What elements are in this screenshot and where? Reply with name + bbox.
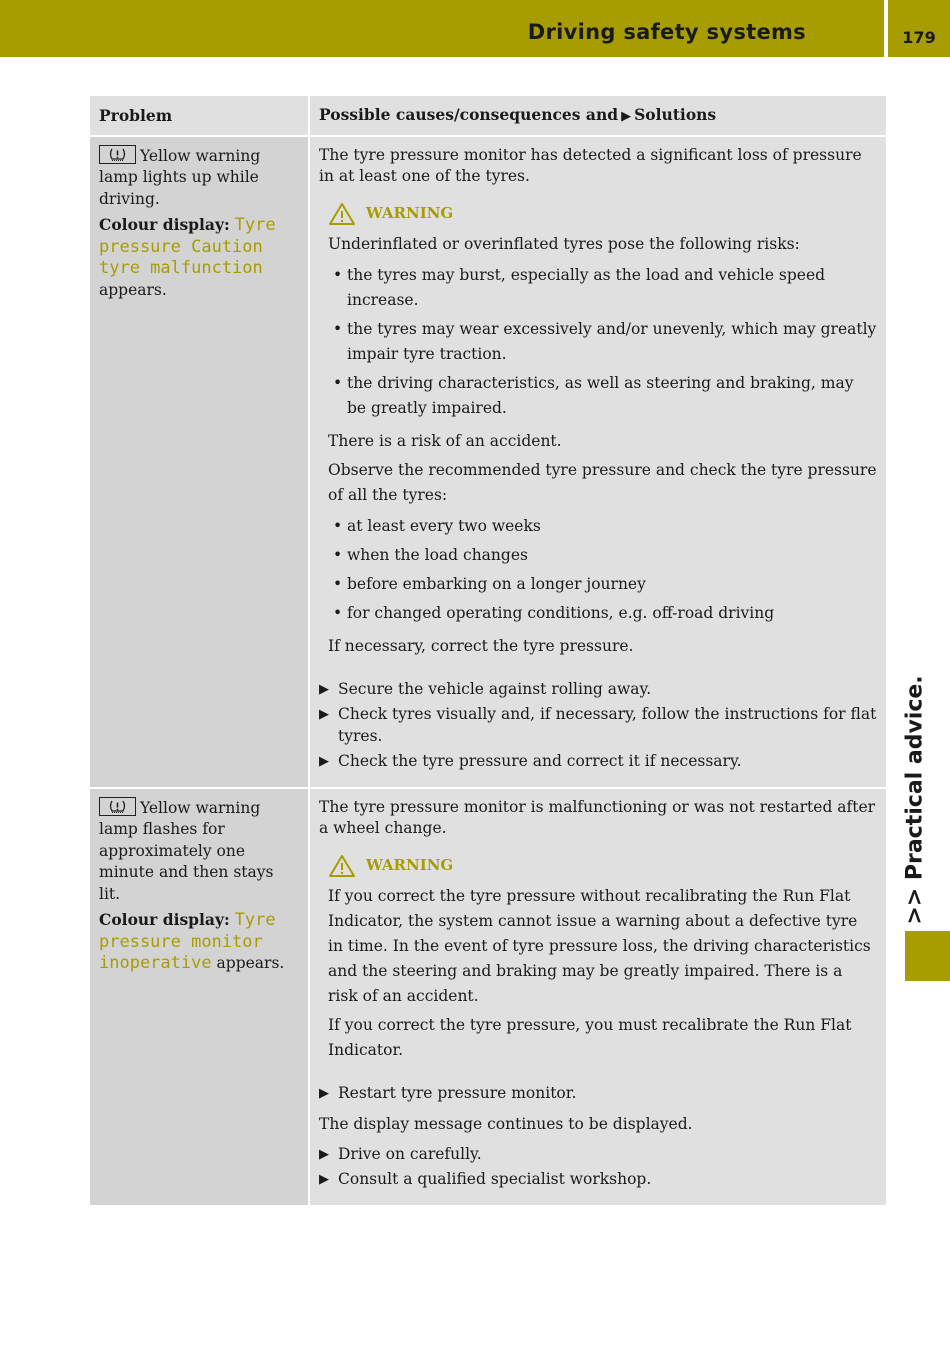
page-number: 179 [902, 28, 936, 47]
warning-heading [328, 202, 877, 226]
warning-text: If you correct the tyre pressure, you must recalibrate the Run Flat Indicator. [328, 1015, 852, 1059]
list-item: • for changed operating conditions, e.g. off-road driving [328, 601, 877, 626]
list-item: ▶ Restart tyre pressure monitor. [319, 1083, 877, 1105]
list-item: • at least every two weeks [328, 514, 877, 539]
table-row [90, 136, 886, 788]
list-item: ▶ Secure the vehicle against rolling away. [319, 679, 877, 701]
cause-text: The tyre pressure monitor is malfunctioning or was not restarted after a wheel change. [319, 797, 876, 837]
warning-intro: Underinflated or overinflated tyres pose the following risks: [328, 234, 800, 253]
col-header-problem: Problem [90, 96, 309, 136]
side-tab [900, 675, 930, 925]
side-tab-label: >> Practical advice. [902, 675, 928, 925]
warning-triangle-icon [328, 854, 356, 878]
warning-label: WARNING [366, 855, 454, 874]
list-item: ▶ Consult a qualified specialist workshop. [319, 1169, 877, 1191]
problem-cell [90, 788, 309, 1206]
header-bar [0, 0, 884, 57]
problem-description: Yellow warning lamp flashes for approximately one minute and then stays lit. [99, 798, 274, 903]
side-tab-marker [905, 931, 950, 981]
risk-list [328, 263, 877, 421]
colour-display-label: Colour display: [99, 910, 230, 929]
col-header-causes: Possible causes/consequences and [319, 105, 619, 124]
warning-heading [328, 854, 877, 878]
col-header-solutions-label: Solutions [634, 105, 717, 124]
observe-text: Observe the recommended tyre pressure and check the tyre pressure of all the tyres: [328, 460, 877, 504]
list-item: ▶ Drive on carefully. [319, 1144, 877, 1166]
problem-solution-table [90, 96, 886, 1207]
table-header-row [90, 96, 886, 136]
warning-box [319, 854, 877, 1063]
list-item: • when the load changes [328, 543, 877, 568]
step-list [319, 1083, 877, 1105]
list-item: • before embarking on a longer journey [328, 572, 877, 597]
display-message: Tyre pressure monitor inoperative [99, 910, 276, 973]
list-item: • the tyres may burst, especially as the load and vehicle speed increase. [328, 263, 877, 313]
warning-text: If you correct the tyre pressure without recalibrating the Run Flat Indicator, the system cannot issue a warning about a defective tyre in time. In the event of tyre pressure loss, the driving characteristics and the steering and braking may be greatly impaired. There is a risk of an accident. [328, 886, 871, 1005]
page-number-box [888, 0, 950, 57]
correct-text: If necessary, correct the tyre pressure. [328, 636, 634, 655]
warning-box [319, 202, 877, 659]
table-row [90, 788, 886, 1206]
list-item: • the tyres may wear excessively and/or unevenly, which may greatly impair tyre traction. [328, 317, 877, 367]
solution-cell [309, 136, 886, 788]
list-item: ▶ Check the tyre pressure and correct it if necessary. [319, 751, 877, 773]
arrow-right-icon: ▶ [621, 109, 632, 124]
display-message: Tyre pressure Caution tyre malfunction [99, 215, 276, 278]
warning-label: WARNING [366, 203, 454, 222]
check-list [328, 514, 877, 626]
tyre-pressure-warning-icon [99, 145, 136, 164]
solution-cell [309, 788, 886, 1206]
continues-text: The display message continues to be displayed. [319, 1115, 693, 1133]
problem-cell [90, 136, 309, 788]
section-title: Driving safety systems [527, 20, 806, 44]
warning-triangle-icon [328, 202, 356, 226]
step-list [319, 1144, 877, 1191]
accident-risk: There is a risk of an accident. [328, 431, 562, 450]
col-header-solutions [309, 96, 886, 136]
appears-text: appears. [216, 954, 285, 972]
list-item: • the driving characteristics, as well as steering and braking, may be greatly impaired. [328, 371, 877, 421]
step-list [319, 679, 877, 773]
problem-description: Yellow warning lamp lights up while driving. [99, 146, 261, 208]
colour-display-label: Colour display: [99, 215, 230, 234]
appears-text: appears. [99, 280, 167, 299]
cause-text: The tyre pressure monitor has detected a significant loss of pressure in at least one of the tyres. [319, 145, 862, 185]
tyre-pressure-warning-icon [99, 797, 136, 816]
list-item: ▶ Check tyres visually and, if necessary, follow the instructions for flat tyres. [319, 704, 877, 747]
